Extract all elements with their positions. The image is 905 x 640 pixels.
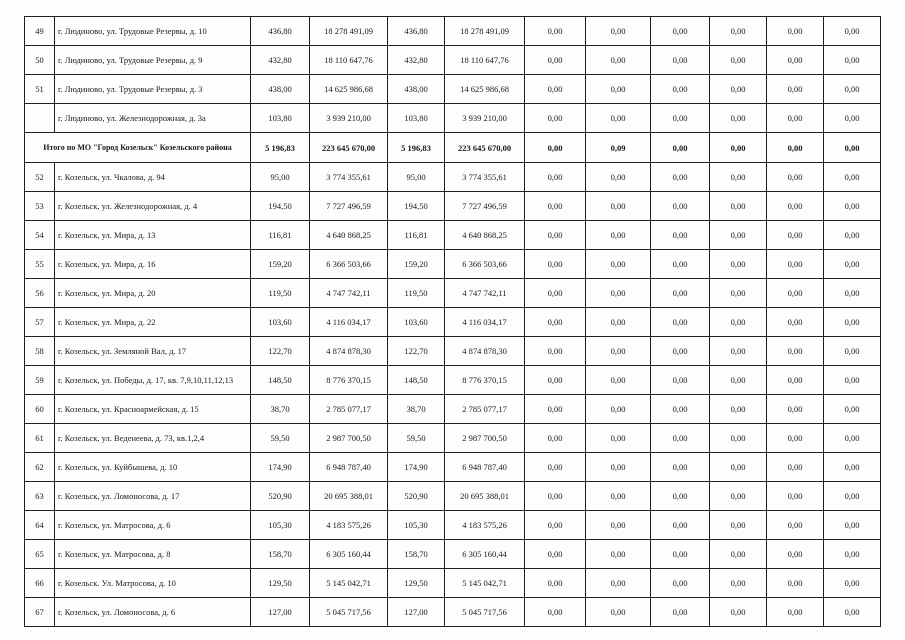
- value-cell: 6 948 787,40: [445, 453, 525, 482]
- value-cell: 0,00: [710, 104, 767, 133]
- address-cell: г. Людиново, ул. Трудовые Резервы, д. 3: [55, 75, 251, 104]
- value-cell: 0,00: [824, 308, 881, 337]
- value-cell: 0,00: [767, 337, 824, 366]
- value-cell: 95,00: [388, 163, 445, 192]
- value-cell: 0,00: [824, 569, 881, 598]
- value-cell: 0,00: [824, 192, 881, 221]
- value-cell: 18 278 491,09: [310, 17, 388, 46]
- value-cell: 0,00: [525, 279, 586, 308]
- row-number-cell: 58: [25, 337, 55, 366]
- address-cell: г. Козельск, ул. Мира, д. 22: [55, 308, 251, 337]
- value-cell: 0,00: [710, 75, 767, 104]
- value-cell: 129,50: [388, 569, 445, 598]
- value-cell: 0,00: [710, 569, 767, 598]
- value-cell: 0,00: [525, 482, 586, 511]
- table-row: [25, 308, 881, 337]
- value-cell: 5 045 717,56: [445, 598, 525, 627]
- value-cell: 0,00: [710, 308, 767, 337]
- value-cell: 0,00: [651, 366, 710, 395]
- value-cell: 0,00: [710, 221, 767, 250]
- total-cell: 0,00: [651, 133, 710, 163]
- row-number-cell: 65: [25, 540, 55, 569]
- value-cell: 0,00: [710, 337, 767, 366]
- value-cell: 0,00: [651, 192, 710, 221]
- value-cell: 0,00: [710, 192, 767, 221]
- value-cell: 4 116 034,17: [310, 308, 388, 337]
- value-cell: 4 874 878,30: [445, 337, 525, 366]
- value-cell: 194,50: [388, 192, 445, 221]
- value-cell: 95,00: [251, 163, 310, 192]
- row-number-cell: [25, 104, 55, 133]
- value-cell: 0,00: [651, 482, 710, 511]
- value-cell: 6 305 160,44: [445, 540, 525, 569]
- value-cell: 0,00: [651, 221, 710, 250]
- value-cell: 0,00: [586, 17, 651, 46]
- value-cell: 122,70: [388, 337, 445, 366]
- value-cell: 0,00: [525, 104, 586, 133]
- value-cell: 0,00: [586, 366, 651, 395]
- value-cell: 0,00: [525, 511, 586, 540]
- table-row: [25, 75, 881, 104]
- value-cell: 4 116 034,17: [445, 308, 525, 337]
- address-cell: г. Козельск, ул. Ломоносова, д. 6: [55, 598, 251, 627]
- value-cell: 119,50: [388, 279, 445, 308]
- table-row: [25, 192, 881, 221]
- value-cell: 20 695 388,01: [445, 482, 525, 511]
- row-number-cell: 54: [25, 221, 55, 250]
- value-cell: 0,00: [824, 395, 881, 424]
- value-cell: 0,00: [824, 75, 881, 104]
- value-cell: 432,80: [251, 46, 310, 75]
- value-cell: 0,00: [525, 453, 586, 482]
- value-cell: 122,70: [251, 337, 310, 366]
- value-cell: 0,00: [586, 453, 651, 482]
- value-cell: 520,90: [388, 482, 445, 511]
- value-cell: 174,90: [388, 453, 445, 482]
- value-cell: 0,00: [586, 308, 651, 337]
- value-cell: 158,70: [388, 540, 445, 569]
- value-cell: 0,00: [651, 17, 710, 46]
- value-cell: 6 305 160,44: [310, 540, 388, 569]
- value-cell: 174,90: [251, 453, 310, 482]
- value-cell: 5 045 717,56: [310, 598, 388, 627]
- value-cell: 0,00: [525, 598, 586, 627]
- table-row: [25, 163, 881, 192]
- value-cell: 0,00: [710, 511, 767, 540]
- table-row: [25, 104, 881, 133]
- address-cell: г. Козельск, ул. Красноармейская, д. 15: [55, 395, 251, 424]
- value-cell: 0,00: [586, 192, 651, 221]
- row-number-cell: 59: [25, 366, 55, 395]
- value-cell: 0,00: [767, 511, 824, 540]
- value-cell: 0,00: [710, 598, 767, 627]
- value-cell: 105,30: [388, 511, 445, 540]
- value-cell: 0,00: [651, 511, 710, 540]
- value-cell: 2 987 700,50: [445, 424, 525, 453]
- value-cell: 0,00: [767, 395, 824, 424]
- value-cell: 0,00: [651, 250, 710, 279]
- value-cell: 4 747 742,11: [445, 279, 525, 308]
- value-cell: 158,70: [251, 540, 310, 569]
- value-cell: 0,00: [651, 163, 710, 192]
- row-number-cell: 66: [25, 569, 55, 598]
- value-cell: 5 145 042,71: [445, 569, 525, 598]
- value-cell: 119,50: [251, 279, 310, 308]
- value-cell: 127,00: [251, 598, 310, 627]
- value-cell: 2 785 077,17: [310, 395, 388, 424]
- value-cell: 0,00: [767, 308, 824, 337]
- table-row: [25, 221, 881, 250]
- value-cell: 159,20: [388, 250, 445, 279]
- value-cell: 0,00: [651, 453, 710, 482]
- value-cell: 127,00: [388, 598, 445, 627]
- value-cell: 4 747 742,11: [310, 279, 388, 308]
- value-cell: 2 987 700,50: [310, 424, 388, 453]
- value-cell: 0,00: [586, 221, 651, 250]
- total-cell: 0,00: [824, 133, 881, 163]
- value-cell: 0,00: [767, 104, 824, 133]
- value-cell: 0,00: [586, 395, 651, 424]
- total-cell: 0,09: [586, 133, 651, 163]
- value-cell: 0,00: [586, 598, 651, 627]
- value-cell: 0,00: [586, 163, 651, 192]
- value-cell: 0,00: [710, 424, 767, 453]
- value-cell: 0,00: [525, 395, 586, 424]
- address-cell: г. Козельск, ул. Веденеева, д. 73, кв.1,2,4: [55, 424, 251, 453]
- value-cell: 2 785 077,17: [445, 395, 525, 424]
- row-number-cell: 55: [25, 250, 55, 279]
- value-cell: 7 727 496,59: [445, 192, 525, 221]
- value-cell: 0,00: [710, 540, 767, 569]
- value-cell: 0,00: [824, 424, 881, 453]
- table-body-top: [25, 17, 881, 133]
- value-cell: 0,00: [525, 221, 586, 250]
- table-row: [25, 482, 881, 511]
- value-cell: 0,00: [586, 540, 651, 569]
- value-cell: 0,00: [651, 395, 710, 424]
- table-row: [25, 569, 881, 598]
- address-cell: г. Козельск, ул. Куйбышева, д. 10: [55, 453, 251, 482]
- table-row: [25, 453, 881, 482]
- value-cell: 38,70: [388, 395, 445, 424]
- value-cell: 14 625 986,68: [445, 75, 525, 104]
- table-row: [25, 17, 881, 46]
- value-cell: 0,00: [586, 511, 651, 540]
- value-cell: 194,50: [251, 192, 310, 221]
- value-cell: 0,00: [824, 337, 881, 366]
- address-cell: г. Козельск, ул. Матросова, д. 8: [55, 540, 251, 569]
- value-cell: 0,00: [824, 511, 881, 540]
- value-cell: 0,00: [824, 540, 881, 569]
- value-cell: 0,00: [525, 250, 586, 279]
- address-cell: г. Козельск, ул. Победы, д. 17, кв. 7,9,10,11,12,13: [55, 366, 251, 395]
- value-cell: 0,00: [824, 221, 881, 250]
- value-cell: 0,00: [586, 569, 651, 598]
- value-cell: 0,00: [525, 192, 586, 221]
- address-cell: г. Людиново, ул. Железнодорожная, д. 3а: [55, 104, 251, 133]
- value-cell: 129,50: [251, 569, 310, 598]
- value-cell: 148,50: [251, 366, 310, 395]
- total-cell: 0,00: [767, 133, 824, 163]
- value-cell: 0,00: [586, 75, 651, 104]
- value-cell: 18 110 647,76: [445, 46, 525, 75]
- value-cell: 0,00: [525, 46, 586, 75]
- value-cell: 0,00: [651, 424, 710, 453]
- value-cell: 0,00: [824, 46, 881, 75]
- value-cell: 59,50: [388, 424, 445, 453]
- value-cell: 0,00: [651, 569, 710, 598]
- table-row: [25, 279, 881, 308]
- value-cell: 0,00: [586, 424, 651, 453]
- value-cell: 0,00: [586, 46, 651, 75]
- row-number-cell: 60: [25, 395, 55, 424]
- value-cell: 0,00: [767, 17, 824, 46]
- value-cell: 14 625 986,68: [310, 75, 388, 104]
- value-cell: 0,00: [710, 279, 767, 308]
- housing-program-table: [24, 16, 881, 627]
- value-cell: 0,00: [767, 75, 824, 104]
- value-cell: 103,80: [388, 104, 445, 133]
- value-cell: 0,00: [651, 308, 710, 337]
- value-cell: 520,90: [251, 482, 310, 511]
- address-cell: г. Козельск, ул. Земляной Вал, д. 17: [55, 337, 251, 366]
- value-cell: 0,00: [710, 250, 767, 279]
- table-body-bottom: [25, 163, 881, 627]
- value-cell: 0,00: [525, 17, 586, 46]
- table-row: [25, 395, 881, 424]
- total-row-label: Итого по МО "Город Козельск" Козельского района: [25, 133, 251, 163]
- value-cell: 0,00: [586, 482, 651, 511]
- row-number-cell: 49: [25, 17, 55, 46]
- value-cell: 0,00: [710, 17, 767, 46]
- total-cell: 0,00: [525, 133, 586, 163]
- address-cell: г. Козельск, ул. Матросова, д. 6: [55, 511, 251, 540]
- value-cell: 0,00: [824, 366, 881, 395]
- value-cell: 0,00: [767, 279, 824, 308]
- value-cell: 0,00: [525, 540, 586, 569]
- value-cell: 0,00: [767, 453, 824, 482]
- table-row: [25, 250, 881, 279]
- value-cell: 105,30: [251, 511, 310, 540]
- value-cell: 59,50: [251, 424, 310, 453]
- value-cell: 4 183 575,26: [445, 511, 525, 540]
- value-cell: 103,80: [251, 104, 310, 133]
- value-cell: 6 366 503,66: [445, 250, 525, 279]
- value-cell: 0,00: [824, 104, 881, 133]
- value-cell: 5 145 042,71: [310, 569, 388, 598]
- row-number-cell: 67: [25, 598, 55, 627]
- value-cell: 6 948 787,40: [310, 453, 388, 482]
- value-cell: 0,00: [824, 163, 881, 192]
- row-number-cell: 64: [25, 511, 55, 540]
- row-number-cell: 51: [25, 75, 55, 104]
- row-number-cell: 56: [25, 279, 55, 308]
- row-number-cell: 63: [25, 482, 55, 511]
- total-cell: 0,00: [710, 133, 767, 163]
- value-cell: 0,00: [586, 250, 651, 279]
- value-cell: 8 776 370,15: [310, 366, 388, 395]
- value-cell: 438,00: [388, 75, 445, 104]
- row-number-cell: 57: [25, 308, 55, 337]
- value-cell: 0,00: [767, 540, 824, 569]
- value-cell: 116,81: [251, 221, 310, 250]
- value-cell: 0,00: [525, 569, 586, 598]
- table-row: [25, 46, 881, 75]
- value-cell: 0,00: [767, 192, 824, 221]
- value-cell: 0,00: [710, 482, 767, 511]
- value-cell: 103,60: [251, 308, 310, 337]
- value-cell: 18 110 647,76: [310, 46, 388, 75]
- table-row: [25, 598, 881, 627]
- value-cell: 0,00: [767, 221, 824, 250]
- address-cell: г. Людиново, ул. Трудовые Резервы, д. 10: [55, 17, 251, 46]
- value-cell: 0,00: [651, 104, 710, 133]
- table-row: [25, 337, 881, 366]
- value-cell: 0,00: [767, 46, 824, 75]
- value-cell: 3 939 210,00: [310, 104, 388, 133]
- address-cell: г. Козельск, ул. Мира, д. 16: [55, 250, 251, 279]
- row-number-cell: 53: [25, 192, 55, 221]
- value-cell: 20 695 388,01: [310, 482, 388, 511]
- value-cell: 0,00: [824, 453, 881, 482]
- address-cell: г. Козельск, ул. Мира, д. 20: [55, 279, 251, 308]
- value-cell: 148,50: [388, 366, 445, 395]
- value-cell: 4 640 868,25: [310, 221, 388, 250]
- value-cell: 4 183 575,26: [310, 511, 388, 540]
- value-cell: 0,00: [824, 250, 881, 279]
- value-cell: 0,00: [710, 163, 767, 192]
- value-cell: 0,00: [824, 279, 881, 308]
- value-cell: 0,00: [767, 250, 824, 279]
- value-cell: 116,81: [388, 221, 445, 250]
- value-cell: 436,80: [388, 17, 445, 46]
- value-cell: 0,00: [525, 424, 586, 453]
- value-cell: 436,80: [251, 17, 310, 46]
- row-number-cell: 52: [25, 163, 55, 192]
- value-cell: 0,00: [651, 540, 710, 569]
- value-cell: 8 776 370,15: [445, 366, 525, 395]
- value-cell: 0,00: [525, 337, 586, 366]
- value-cell: 0,00: [651, 337, 710, 366]
- row-number-cell: 50: [25, 46, 55, 75]
- value-cell: 0,00: [824, 482, 881, 511]
- value-cell: 0,00: [710, 46, 767, 75]
- value-cell: 0,00: [767, 598, 824, 627]
- value-cell: 3 774 355,61: [310, 163, 388, 192]
- table-row: [25, 511, 881, 540]
- table-body-total: [25, 133, 881, 163]
- value-cell: 0,00: [824, 598, 881, 627]
- value-cell: 438,00: [251, 75, 310, 104]
- value-cell: 3 774 355,61: [445, 163, 525, 192]
- address-cell: г. Козельск. Ул. Матросова, д. 10: [55, 569, 251, 598]
- value-cell: 0,00: [651, 598, 710, 627]
- value-cell: 0,00: [710, 395, 767, 424]
- value-cell: 0,00: [651, 279, 710, 308]
- value-cell: 0,00: [525, 163, 586, 192]
- value-cell: 18 278 491,09: [445, 17, 525, 46]
- value-cell: 103,60: [388, 308, 445, 337]
- value-cell: 0,00: [767, 366, 824, 395]
- value-cell: 0,00: [710, 366, 767, 395]
- value-cell: 0,00: [767, 163, 824, 192]
- value-cell: 159,20: [251, 250, 310, 279]
- value-cell: 0,00: [767, 482, 824, 511]
- address-cell: г. Козельск, ул. Чкалова, д. 94: [55, 163, 251, 192]
- table-row: [25, 366, 881, 395]
- row-number-cell: 61: [25, 424, 55, 453]
- row-number-cell: 62: [25, 453, 55, 482]
- value-cell: 0,00: [525, 366, 586, 395]
- value-cell: 0,00: [767, 569, 824, 598]
- total-cell: 223 645 670,00: [310, 133, 388, 163]
- value-cell: 6 366 503,66: [310, 250, 388, 279]
- value-cell: 4 640 868,25: [445, 221, 525, 250]
- value-cell: 0,00: [525, 75, 586, 104]
- value-cell: 0,00: [710, 453, 767, 482]
- value-cell: 0,00: [651, 46, 710, 75]
- address-cell: г. Козельск, ул. Железнодорожная, д. 4: [55, 192, 251, 221]
- value-cell: 0,00: [525, 308, 586, 337]
- value-cell: 0,00: [586, 104, 651, 133]
- value-cell: 0,00: [651, 75, 710, 104]
- value-cell: 7 727 496,59: [310, 192, 388, 221]
- value-cell: 432,80: [388, 46, 445, 75]
- value-cell: 4 874 878,30: [310, 337, 388, 366]
- address-cell: г. Людиново, ул. Трудовые Резервы, д. 9: [55, 46, 251, 75]
- value-cell: 3 939 210,00: [445, 104, 525, 133]
- value-cell: 38,70: [251, 395, 310, 424]
- value-cell: 0,00: [767, 424, 824, 453]
- address-cell: г. Козельск, ул. Мира, д. 13: [55, 221, 251, 250]
- value-cell: 0,00: [586, 279, 651, 308]
- total-row: [25, 133, 881, 163]
- value-cell: 0,00: [824, 17, 881, 46]
- value-cell: 0,00: [586, 337, 651, 366]
- address-cell: г. Козельск, ул. Ломоносова, д. 17: [55, 482, 251, 511]
- table-row: [25, 424, 881, 453]
- total-cell: 5 196,83: [251, 133, 310, 163]
- total-cell: 223 645 670,00: [445, 133, 525, 163]
- table-row: [25, 540, 881, 569]
- total-cell: 5 196,83: [388, 133, 445, 163]
